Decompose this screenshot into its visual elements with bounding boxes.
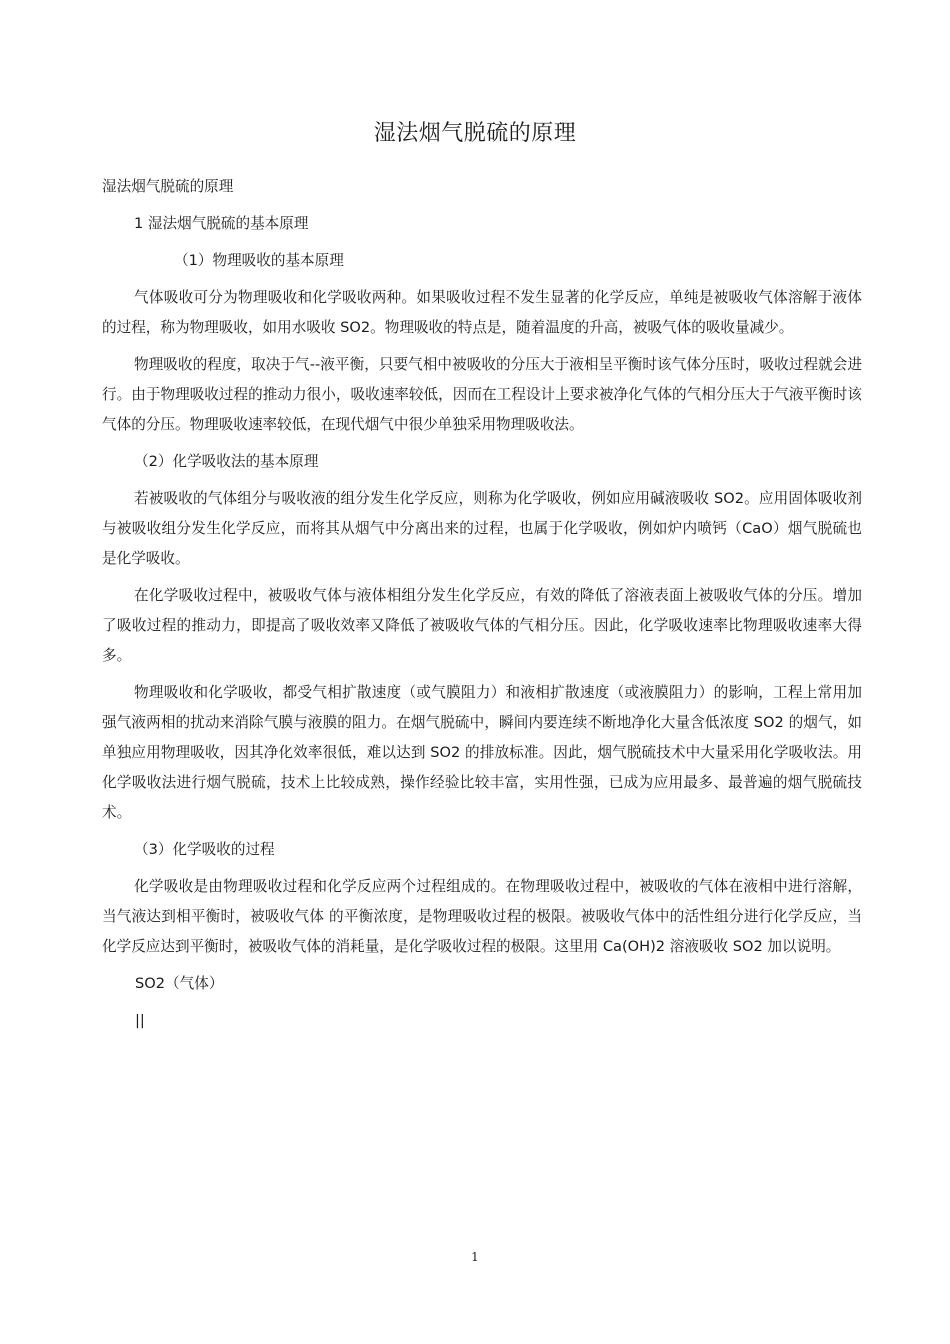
paragraph-4: 在化学吸收过程中，被吸收气体与液体相组分发生化学反应，有效的降低了溶液表面上被吸收气体的分压。增加了吸收过程的推动力，即提高了吸收效率又降低了被吸收气体的气相分压。因此，化学吸收速率比物理吸收速率大得多。 bbox=[102, 587, 862, 664]
section-heading-1-2: （2）化学吸收法的基本原理 bbox=[134, 453, 319, 470]
paragraph-2: 物理吸收的程度，取决于气--液平衡，只要气相中被吸收的分压大于液相呈平衡时该气体分压时，吸收过程就会进行。由于物理吸收过程的推动力很小，吸收速率较低，因而在工程设计上要求被净化气体的气相分压大于气液平衡时该气体的分压。物理吸收速率较低，在现代烟气中很少单独采用物理吸收法。 bbox=[102, 356, 862, 433]
document-body bbox=[102, 172, 862, 1043]
formula-line-1: SO2（气体） bbox=[135, 975, 224, 992]
paragraph-5: 物理吸收和化学吸收，都受气相扩散速度（或气膜阻力）和液相扩散速度（或液膜阻力）的影响，工程上常用加强气液两相的扰动来消除气膜与液膜的阻力。在烟气脱硫中，瞬间内要连续不断地净化大量含低浓度 SO2 的烟气，如单独应用物理吸收，因其净化效率很低，难以达到 SO2 的排放标准。因此，烟气脱硫技术中大量采用化学吸收法。用化学吸收法进行烟气脱硫，技术上比较成熟，操作经验比较丰富，实用性强，已成为应用最多、最普遍的烟气脱硫技术。 bbox=[102, 684, 862, 821]
page-number: 1 bbox=[471, 1250, 479, 1264]
paragraph-3: 若被吸收的气体组分与吸收液的组分发生化学反应，则称为化学吸收，例如应用碱液吸收 SO2。应用固体吸收剂与被吸收组分发生化学反应，而将其从烟气中分离出来的过程，也属于化学吸收，例如炉内喷钙（CaO）烟气脱硫也是化学吸收。 bbox=[102, 490, 862, 567]
document-title: 湿法烟气脱硫的原理 bbox=[373, 121, 577, 146]
formula-line-2: || bbox=[135, 1012, 145, 1029]
section-heading-1-1: （1）物理吸收的基本原理 bbox=[174, 252, 344, 269]
section-heading-1: 1 湿法烟气脱硫的基本原理 bbox=[134, 215, 309, 232]
paragraph-1: 气体吸收可分为物理吸收和化学吸收两种。如果吸收过程不发生显著的化学反应，单纯是被吸收气体溶解于液体的过程，称为物理吸收，如用水吸收 SO2。物理吸收的特点是，随着温度的升高，被吸气体的吸收量减少。 bbox=[102, 289, 862, 336]
paragraph-6: 化学吸收是由物理吸收过程和化学反应两个过程组成的。在物理吸收过程中，被吸收的气体在液相中进行溶解，当气液达到相平衡时，被吸收气体 的平衡浓度，是物理吸收过程的极限。被吸收气体中的活性组分进行化学反应，当化学反应达到平衡时，被吸收气体的消耗量，是化学吸收过程的极限。这里用 Ca(OH)2 溶液吸收 SO2 加以说明。 bbox=[102, 878, 862, 955]
subtitle: 湿法烟气脱硫的原理 bbox=[102, 178, 234, 195]
section-heading-1-3: （3）化学吸收的过程 bbox=[134, 841, 275, 858]
